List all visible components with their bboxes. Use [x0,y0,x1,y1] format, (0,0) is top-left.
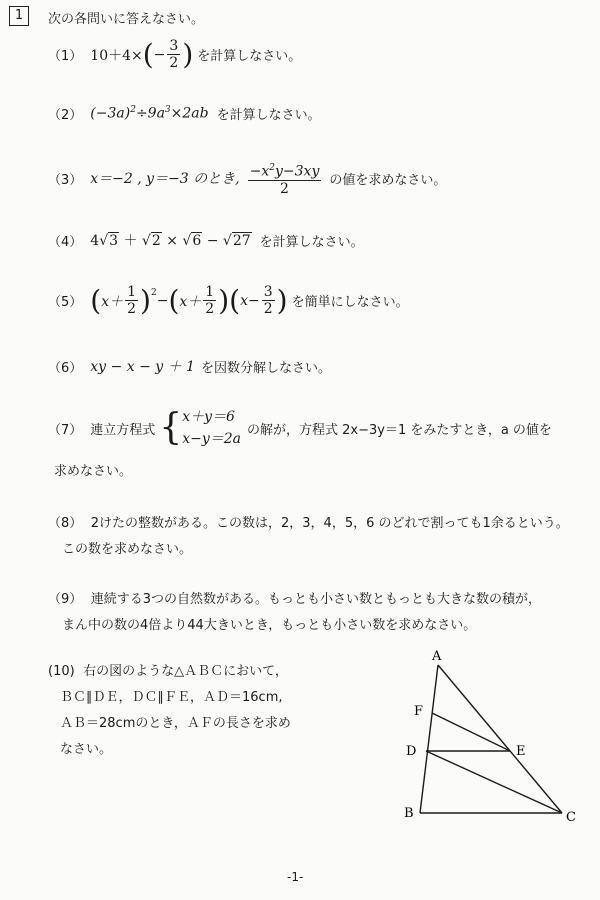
label-c: C [566,810,576,825]
instruction-text: を因数分解しなさい。 [200,360,331,376]
q9-line-1: 連続する3つの自然数がある。もっとも小さい数ともっとも大きな数の積が， [90,592,542,607]
question-4 [48,230,364,250]
label-a: A [432,649,442,664]
expression: xy − x − y ＋ 1 [90,359,195,375]
q10-line-3: ＡＢ＝28cmのとき，ＡＦの長さを求め [60,716,291,731]
exponent: 2 [150,288,157,298]
question-1 [48,38,301,71]
question-number: (10) [48,664,75,679]
question-number: （3） [48,172,83,188]
fraction: $\frac{1}{2}$ [205,284,215,317]
equation-1: x＋y＝6 [182,409,235,425]
line-fe [432,713,510,751]
question-number: （4） [48,234,83,250]
section-number-box: 1 [9,6,29,26]
q10-line-2: ＢＣ∥ＤＥ，ＤＣ∥ＦＥ，ＡＤ＝16cm, [60,690,283,705]
instruction-text: を簡単にしなさい。 [291,295,409,310]
instruction-text: の値を求めなさい。 [329,172,447,188]
question-number: （6） [48,360,83,376]
instruction-text: を計算しなさい。 [259,234,364,250]
variable: x＋ [179,293,202,310]
q10-line-4: なさい。 [60,742,113,757]
right-paren: ) [182,37,194,71]
fraction: $\frac{1}{2}$ [127,284,137,317]
left-paren: ( [229,283,241,317]
question-3 [48,160,446,197]
numerator: $-x^2y-3xy$ [248,160,322,181]
equation-2: x−y＝2a [182,431,241,447]
label-e: E [516,744,526,759]
q8-line-2: この数を求めなさい。 [62,542,193,557]
instruction-text: を計算しなさい。 [197,49,302,64]
numerator: 3 [169,38,179,54]
question-8 [48,512,569,531]
label-d: D [406,744,417,759]
question-10 [48,660,288,679]
denominator: 2 [280,180,289,197]
label-b: B [404,806,414,821]
expression: 4√3 ＋ √2 × √6 − √27 [90,233,251,249]
question-7 [48,406,552,450]
system-of-equations [182,406,241,450]
question-9 [48,588,541,607]
variable: x＋ [101,293,124,310]
expression-part: 10＋4× [90,47,143,64]
question-number: （7） [48,422,83,438]
question-6 [48,356,331,376]
page-number: -1- [287,870,304,884]
right-paren: ) [140,283,151,317]
fraction [167,38,180,71]
denominator: 2 [169,55,179,71]
question-number: （1） [48,49,83,64]
condition: x＝−2 , y＝−3 のとき, [90,171,240,188]
question-number: （9） [48,592,83,607]
instruction-text: 次の各問いに答えなさい。 [48,12,205,27]
right-paren: ) [276,283,288,317]
left-paren: ( [90,283,102,317]
line-ac [438,665,562,813]
expression: $(-3a)^2\div 9a^3\times 2ab$ [90,105,209,122]
fraction: $\frac{3}{2}$ [263,284,273,317]
q7-line-2: 求めなさい。 [54,464,133,479]
question-number: （5） [48,295,83,310]
minus-sign: − [156,292,169,309]
q9-line-2: まん中の数の4倍より44大きいとき，もっとも小さい数を求めなさい。 [62,618,477,633]
fraction [248,160,322,197]
line-dc [426,751,562,813]
instruction-text: を計算しなさい。 [216,108,321,123]
variable: x− [240,292,260,309]
condition-text: の解が，方程式 2x−3y＝1 をみたすとき，a の値を [247,422,552,438]
question-2 [48,104,321,123]
left-brace: { [159,407,183,448]
intro-text: 連立方程式 [90,422,156,438]
right-paren: ) [218,283,230,317]
question-5 [48,284,409,317]
q8-line-1: 2けたの整数がある。この数は，2，3，4，5，6 のどれで割っても1余るという。 [90,516,569,531]
left-paren: ( [168,283,180,317]
left-paren: ( [142,37,154,71]
question-number: （8） [48,516,83,531]
label-f: F [414,704,424,719]
q10-line-1: 右の図のような△ＡＢＣにおいて， [83,664,288,679]
minus-sign: − [153,46,166,63]
triangle-figure [380,645,590,835]
line-ab [420,665,438,813]
question-number: （2） [48,108,83,123]
